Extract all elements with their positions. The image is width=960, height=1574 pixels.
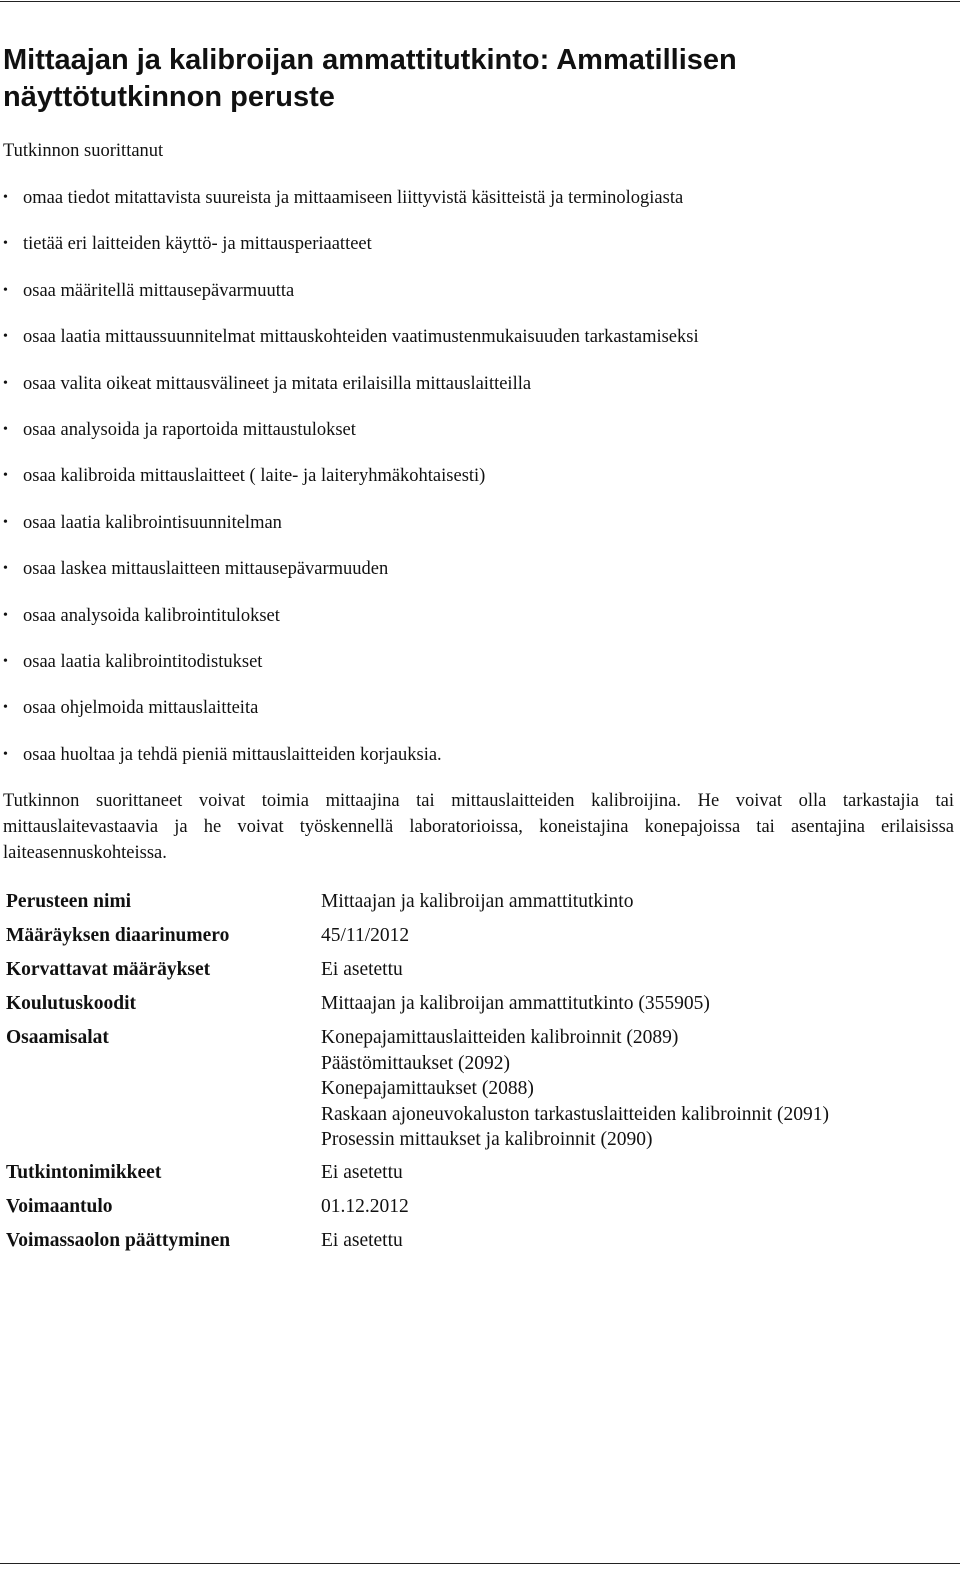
top-rule [0,1,960,2]
info-value: Ei asetettu [321,1162,403,1183]
list-item [0,370,699,416]
info-table [0,889,960,1262]
list-item-text: osaa laatia mittaussuunnitelmat mittauskohteiden vaatimustenmukaisuuden tarkastamiseksi [23,327,699,348]
info-value: Päästömittaukset (2092) [321,1052,511,1074]
document-title: Mittaajan ja kalibroijan ammattitutkinto: Ammatillisen näyttötutkinnon peruste [3,44,737,113]
info-label: Voimassaolon päättyminen [6,1230,231,1251]
list-item-text: osaa valita oikeat mittausvälineet ja mitata erilaisilla mittauslaitteilla [23,373,532,394]
info-label: Osaamisalat [6,1027,109,1048]
info-value: Raskaan ajoneuvokaluston tarkastuslaitteiden kalibroinnit (2091) [321,1103,829,1125]
info-row-voimassaolon-paattyminen [0,1228,960,1262]
info-value: Mittaajan ja kalibroijan ammattitutkinto [321,891,634,912]
info-row-osaamisalat [0,1025,960,1160]
info-row-voimaantulo [0,1194,960,1228]
info-value: Ei asetettu [321,1230,403,1251]
list-item-text: osaa laatia kalibrointitodistukset [23,651,263,672]
bullet-icon: • [3,329,8,345]
info-row-korvattavat [0,957,960,991]
list-item-text: osaa huoltaa ja tehdä pieniä mittauslaitteiden korjauksia. [23,744,442,765]
list-item-text: osaa laskea mittauslaitteen mittausepävarmuuden [23,559,389,580]
bullet-icon: • [3,607,8,623]
info-label: Tutkintonimikkeet [6,1162,162,1183]
list-item-text: osaa analysoida kalibrointitulokset [23,605,280,626]
bullet-icon: • [3,561,8,577]
list-item [0,741,699,787]
list-item-text: osaa määritellä mittausepävarmuutta [23,280,295,301]
info-value: Konepajamittaukset (2088) [321,1078,534,1099]
info-value: Ei asetettu [321,959,403,980]
list-item [0,509,699,555]
list-item-text: tietää eri laitteiden käyttö- ja mittausperiaatteet [23,234,372,255]
info-label: Korvattavat määräykset [6,959,211,980]
list-item-text: osaa laatia kalibrointisuunnitelman [23,512,282,533]
list-item [0,648,699,694]
list-item [0,416,699,462]
list-item-text: omaa tiedot mitattavista suureista ja mittaamiseen liittyvistä käsitteistä ja terminologiasta [23,188,684,208]
list-item [0,277,699,323]
info-row-perusteen-nimi [0,889,960,923]
list-item [0,694,699,740]
info-row-koulutuskoodit [0,991,960,1025]
info-value: 45/11/2012 [321,925,410,946]
list-item [0,462,699,508]
info-row-diaarinumero [0,923,960,957]
list-item [0,323,699,369]
bullet-icon: • [3,375,8,391]
info-value-list [321,1025,960,1153]
bullet-icon: • [3,653,8,669]
list-item [0,602,699,648]
competence-list [0,184,699,787]
bullet-icon: • [3,514,8,530]
info-label: Koulutuskoodit [6,993,137,1014]
list-item [0,184,699,230]
list-item [0,555,699,601]
info-row-tutkintonimikkeet [0,1160,960,1194]
list-item-text: osaa analysoida ja raportoida mittaustulokset [23,419,356,440]
list-item-text: osaa ohjelmoida mittauslaitteita [23,698,259,719]
info-label: Perusteen nimi [6,891,132,912]
bullet-icon: • [3,746,8,762]
info-value: 01.12.2012 [321,1196,409,1217]
list-item [0,230,699,276]
list-item-text: osaa kalibroida mittauslaitteet ( laite- ja laiteryhmäkohtaisesti) [23,466,486,487]
bullet-icon: • [3,421,8,437]
bullet-icon: • [3,190,8,205]
info-label: Määräyksen diaarinumero [6,925,230,946]
bottom-rule [0,1563,960,1564]
intro-text: Tutkinnon suorittanut [3,141,164,161]
info-label: Voimaantulo [6,1196,113,1217]
bullet-icon: • [3,236,8,252]
info-value: Mittaajan ja kalibroijan ammattitutkinto (355905) [321,993,710,1014]
info-value: Konepajamittauslaitteiden kalibroinnit (2089) [321,1027,679,1048]
bullet-icon: • [3,468,8,484]
bullet-icon: • [3,700,8,716]
description-paragraph: Tutkinnon suorittaneet voivat toimia mittaajina tai mittauslaitteiden kalibroijina. He voivat olla tarkastajia tai mittauslaitevastaavia ja he voivat työskennellä laboratorioissa, koneistajina konepajoissa tai asentajina erilaisissa laiteasennuskohteissa. [3,791,954,863]
info-value: Prosessin mittaukset ja kalibroinnit (2090) [321,1129,653,1150]
bullet-icon: • [3,282,8,298]
